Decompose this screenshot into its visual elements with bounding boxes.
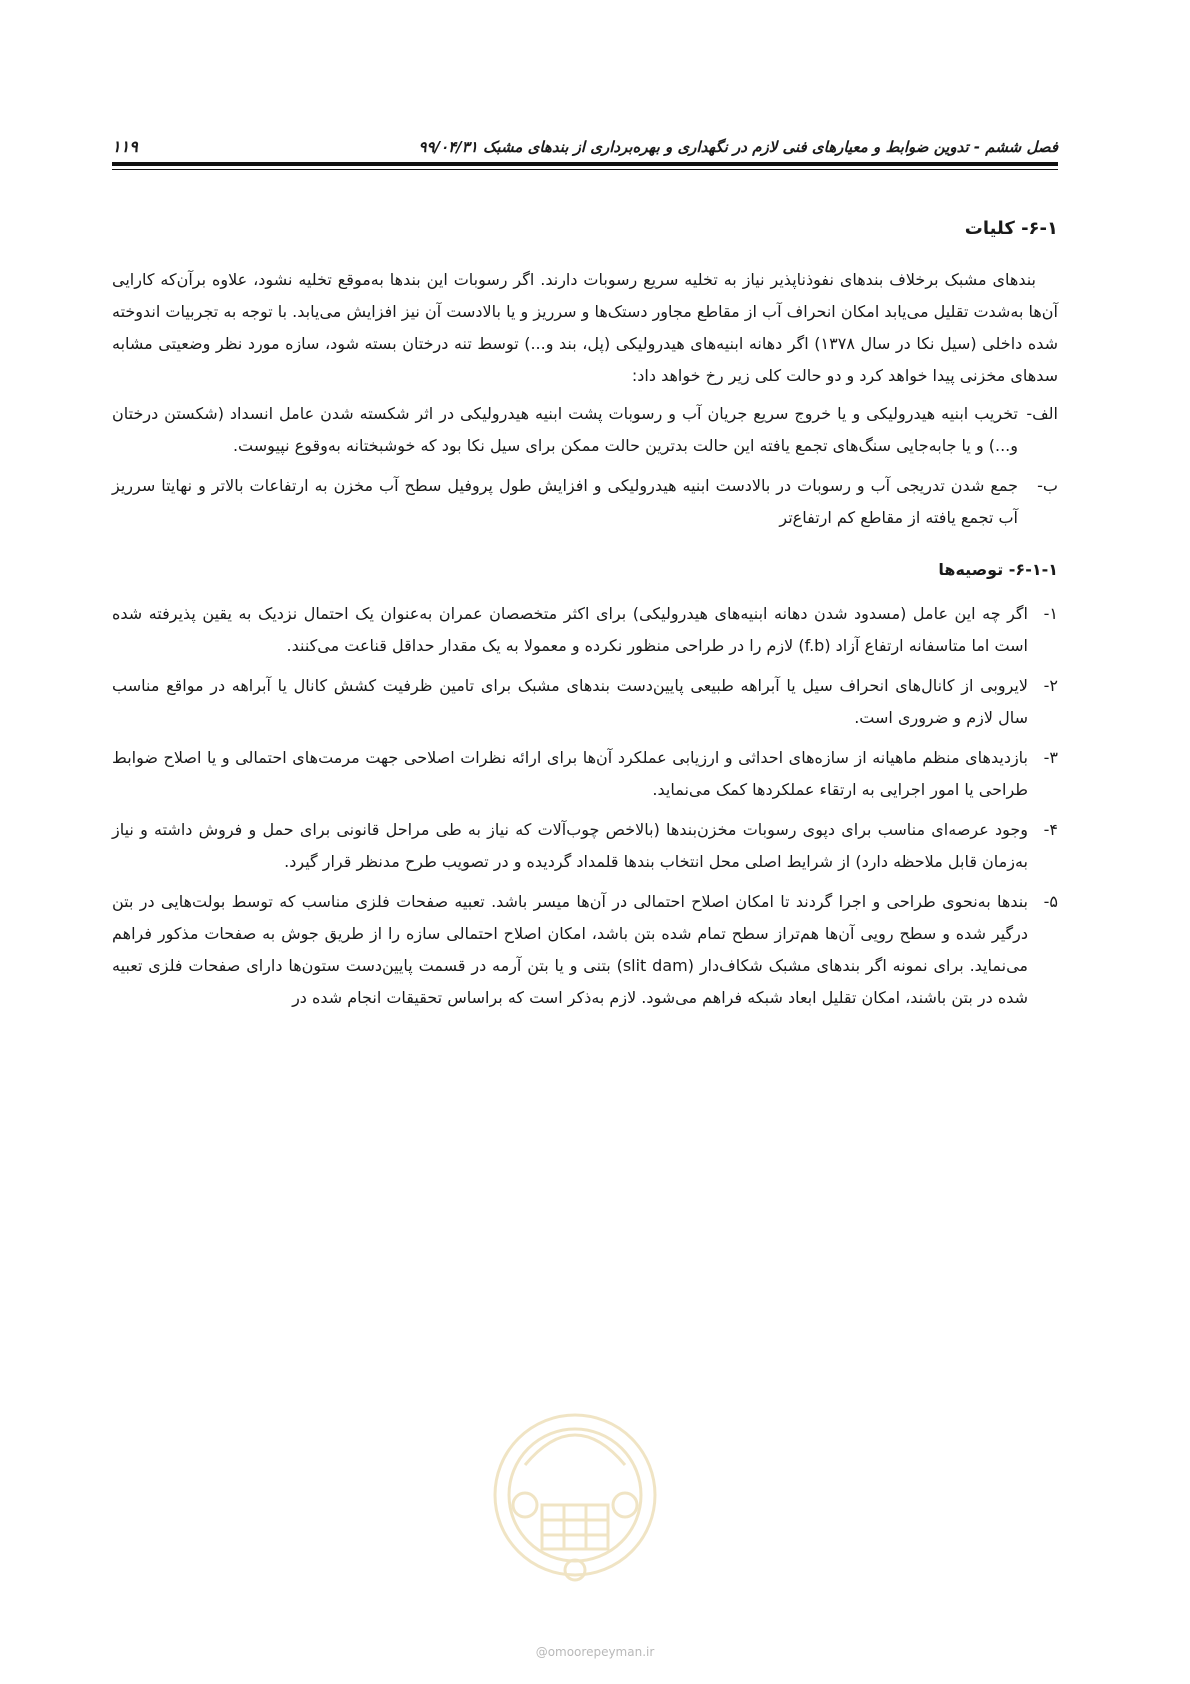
item-marker: ۵- bbox=[1043, 892, 1058, 911]
section-heading: ۶-۱- کلیات bbox=[964, 218, 1058, 239]
header-rule-thin bbox=[112, 169, 1058, 170]
case-item-be bbox=[112, 470, 1058, 534]
item-marker: ۲- bbox=[1043, 676, 1058, 695]
section-paragraph-text: بندهای مشبک برخلاف بندهای نفوذناپذیر نیاز به تخلیه سریع رسوبات دارند. اگر رسوبات این بندها به‌موقع تخلیه نشود، علاوه برآن‌که کارایی آن‌ها به‌شدت تقلیل می‌یابد امکان انحراف آب از مقاطع مجاور دستک‌ها و سرریز و یا بالادست آن نیز افزایش می‌یابد. با توجه به تجربیات اندوخته شده داخلی (سیل نکا در سال ۱۳۷۸) اگر دهانه ابنیه‌های هیدرولیکی (پل، بند و...) توسط تنه درختان بسته شود، سازه مورد نظر وضعیتی مشابه سدهای مخزنی پیدا خواهد کرد و دو حالت کلی زیر رخ خواهد داد: bbox=[112, 270, 1059, 385]
item-marker: ۱- bbox=[1043, 604, 1058, 623]
seal-logo-icon bbox=[480, 1385, 670, 1585]
item-marker: ۴- bbox=[1043, 820, 1058, 839]
page-content bbox=[112, 218, 1058, 1022]
item-text: اگر چه این عامل (مسدود شدن دهانه ابنیه‌های هیدرولیکی) برای اکثر متخصصان عمران به‌عنوان یک احتمال نزدیک به یقین پذیرفته شده است اما متاسفانه ارتفاع آزاد (f.b) لازم را در طراحی منظور نکرده و معمولا به یک مقدار حداقل قناعت می‌کنند. bbox=[112, 604, 1028, 655]
item-text: بندها به‌نحوی طراحی و اجرا گردند تا امکان اصلاح احتمالی در آن‌ها میسر باشد. تعبیه صفحات فلزی مناسب که توسط بولت‌هایی در بتن درگیر شده و سطح رویی آن‌ها هم‌تراز سطح تمام شده بتن باشد، امکان اصلاح احتمالی سازه را از طریق جوش به صفحات مذکور فراهم می‌نماید. برای نمونه اگر بندهای مشبک شکاف‌دار (slit dam) بتنی و یا بتن آرمه در قسمت پایین‌دست ستون‌ها دارای صفحات فلزی تعبیه شده در بتن باشند، امکان تقلیل ابعاد شبکه فراهم می‌شود. لازم به‌ذکر است که براساس تحقیقات انجام شده در bbox=[112, 892, 1028, 1007]
recommendation-item-4 bbox=[112, 814, 1058, 878]
recommendation-item-3 bbox=[112, 742, 1058, 806]
recommendation-item-5 bbox=[112, 886, 1058, 1014]
running-title: فصل ششم - تدوین ضوابط و معیارهای فنی لازم در نگهداری و بهره‌برداری از بندهای مشبک ۹۹/۰۴/۳۱ bbox=[418, 138, 1058, 156]
section-paragraph bbox=[112, 264, 1058, 392]
page-number: ۱۱۹ bbox=[112, 137, 138, 156]
subsection-heading: ۶-۱-۱- توصیه‌ها bbox=[938, 560, 1058, 579]
recommendation-item-1 bbox=[112, 598, 1058, 662]
item-text: بازدیدهای منظم ماهیانه از سازه‌های احداثی و ارزیابی عملکرد آن‌ها برای ارائه نظرات اصلاحی جهت مرمت‌های احتمالی و یا اصلاح ضوابط طراحی یا امور اجرایی به ارتقاء عملکردها کمک می‌نماید. bbox=[112, 748, 1028, 799]
footer-url: @omoorepeyman.ir bbox=[535, 1645, 655, 1659]
case-text: تخریب ابنیه هیدرولیکی و یا خروج سریع جریان آب و رسوبات پشت ابنیه هیدرولیکی در اثر شکسته شدن عامل انسداد (شکستن درختان و...) و یا جابه‌جایی سنگ‌های تجمع یافته این حالت بدترین حالت ممکن برای سیل نکا بود که خوشبختانه به‌وقوع نپیوست. bbox=[112, 404, 1018, 455]
recommendation-item-2 bbox=[112, 670, 1058, 734]
item-text: لایروبی از کانال‌های انحراف سیل یا آبراهه طبیعی پایین‌دست بندهای مشبک برای تامین ظرفیت کشش کانال یا آبراهه در مواقع مناسب سال لازم و ضروری است. bbox=[112, 676, 1028, 727]
case-marker: الف- bbox=[1026, 404, 1058, 423]
item-text: وجود عرصه‌ای مناسب برای دپوی رسوبات مخزن‌بندها (بالاخص چوب‌آلات که نیاز به طی مراحل قانونی برای حمل و فروش داشته و نیاز به‌زمان قابل ملاحظه دارد) از شرایط اصلی محل انتخاب بندها قلمداد گردیده و در تصویب طرح مدنظر قرار گیرد. bbox=[112, 820, 1028, 871]
case-item-alef bbox=[112, 398, 1058, 462]
case-text: جمع شدن تدریجی آب و رسوبات در بالادست ابنیه هیدرولیکی و افزایش طول پروفیل سطح آب مخزن به ارتفاعات بالاتر و نهایتا سرریز آب تجمع یافته از مقاطع کم ارتفاع‌تر bbox=[112, 476, 1018, 527]
running-header bbox=[112, 130, 1058, 156]
case-marker: ب- bbox=[1037, 476, 1058, 495]
header-rule-thick bbox=[112, 162, 1058, 166]
item-marker: ۳- bbox=[1043, 748, 1058, 767]
